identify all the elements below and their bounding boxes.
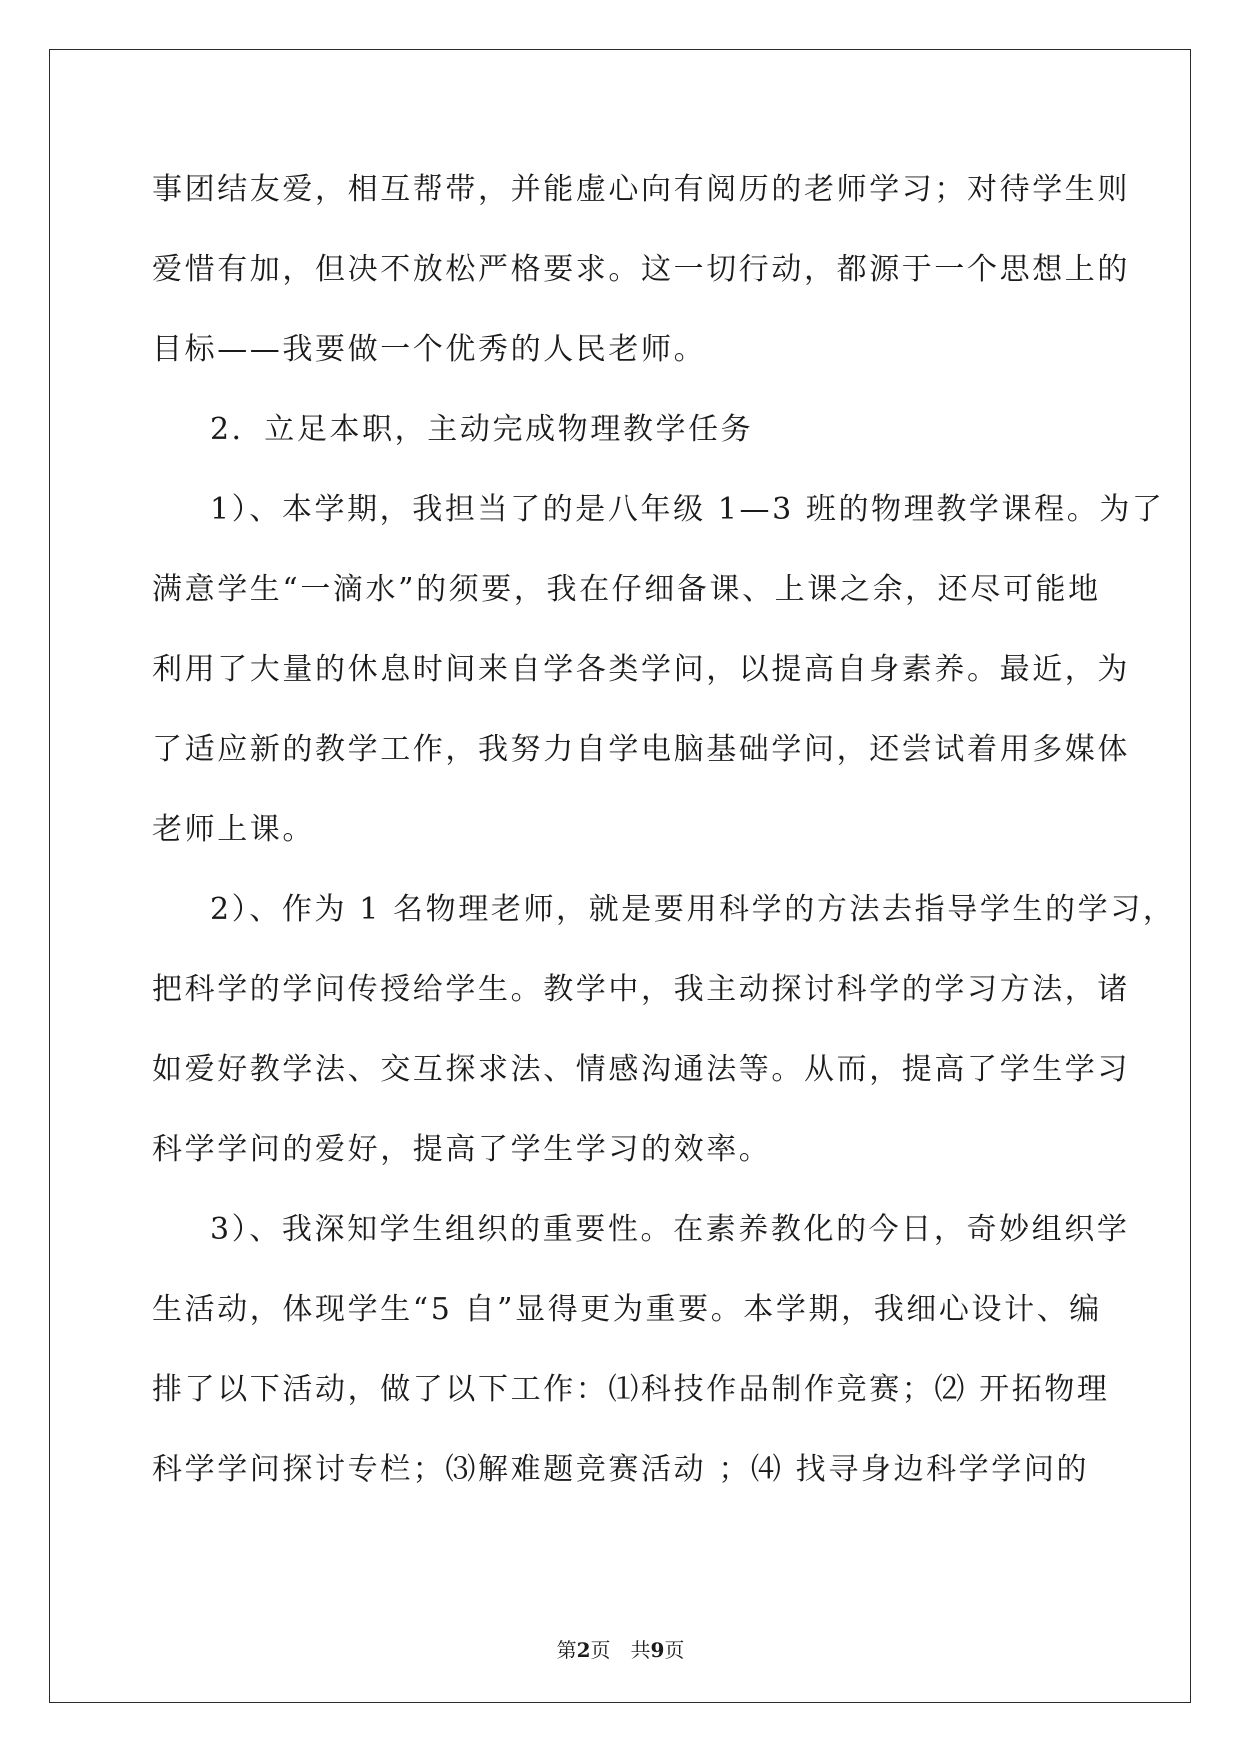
- footer-total-suffix: 页: [664, 1638, 685, 1662]
- text-line: 利用了大量的休息时间来自学各类学问，以提高自身素养。最近，为: [152, 652, 1130, 687]
- text-line: 科学学问的爱好，提高了学生学习的效率。: [152, 1132, 772, 1167]
- text-line: 满意学生“一滴水”的须要，我在仔细备课、上课之余，还尽可能地: [152, 572, 1101, 607]
- text-line: 事团结友爱，相互帮带，并能虚心向有阅历的老师学习；对待学生则: [152, 172, 1130, 207]
- text-line: 排了以下活动，做了以下工作：⑴科技作品制作竞赛；⑵ 开拓物理: [152, 1372, 1110, 1407]
- footer-total-prefix: 共: [630, 1638, 651, 1662]
- text-line: 生活动，体现学生“5 自”显得更为重要。本学期，我细心设计、编: [152, 1292, 1102, 1327]
- text-line: 爱惜有加，但决不放松严格要求。这一切行动，都源于一个思想上的: [152, 252, 1130, 287]
- current-page-number: 2: [576, 1638, 591, 1662]
- document-body: [152, 150, 1176, 1510]
- text-line: 科学学问探讨专栏；⑶解难题竞赛活动 ；⑷ 找寻身边科学学问的: [152, 1452, 1090, 1487]
- paragraph-start: 3）、我深知学生组织的重要性。在素养教化的今日，奇妙组织学: [210, 1212, 1130, 1247]
- text-line: 目标——我要做一个优秀的人民老师。: [152, 332, 707, 367]
- text-line: 了适应新的教学工作，我努力自学电脑基础学问，还尝试着用多媒体: [152, 732, 1130, 767]
- page-footer: [0, 1638, 1241, 1662]
- text-line: 老师上课。: [152, 812, 315, 847]
- footer-page-suffix: 页: [590, 1638, 611, 1662]
- text-line: 把科学的学问传授给学生。教学中，我主动探讨科学的学习方法，诸: [152, 972, 1130, 1007]
- text-line: 如爱好教学法、交互探求法、情感沟通法等。从而，提高了学生学习: [152, 1052, 1130, 1087]
- footer-prefix: 第: [556, 1638, 577, 1662]
- paragraph-start: 2）、作为 1 名物理老师，就是要用科学的方法去指导学生的学习，: [210, 892, 1176, 927]
- total-pages-number: 9: [650, 1638, 665, 1662]
- section-heading: 2．立足本职，主动完成物理教学任务: [210, 412, 754, 447]
- paragraph-start: 1）、本学期，我担当了的是八年级 1—3 班的物理教学课程。为了: [210, 492, 1165, 527]
